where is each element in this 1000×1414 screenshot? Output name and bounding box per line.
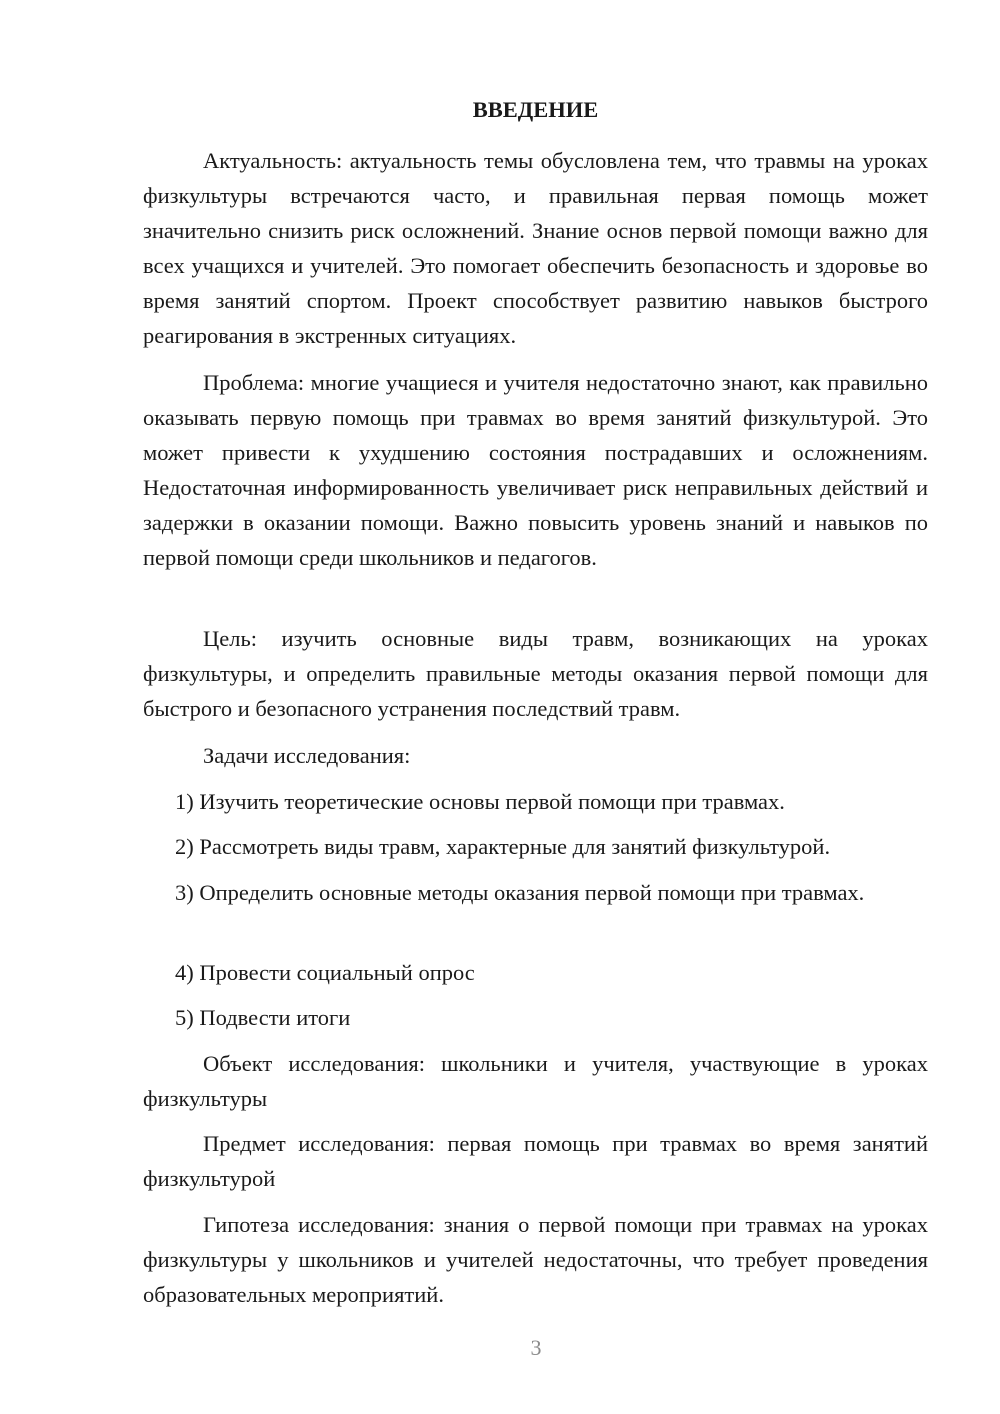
- task-item-1: 1) Изучить теоретические основы первой помощи при травмах.: [175, 789, 785, 814]
- paragraph-problem: Проблема: многие учащиеся и учителя недостаточно знают, как правильно оказывать первую помощь при травмах во время занятий физкультурой. Это может привести к ухудшению состояния пострадавших и осложнениям. Недостаточная информированность увеличивает риск неправильных действий и задержки в оказании помощи. Важно повысить уровень знаний и навыков по первой помощи среди школьников и педагогов.: [143, 370, 928, 570]
- paragraph-object: Объект исследования: школьники и учителя, участвующие в уроках физкультуры: [143, 1051, 928, 1111]
- paragraph-hypothesis: Гипотеза исследования: знания о первой помощи при травмах на уроках физкультуры у школьников и учителей недостаточны, что требует проведения образовательных мероприятий.: [143, 1212, 928, 1307]
- paragraph-subject: Предмет исследования: первая помощь при травмах во время занятий физкультурой: [143, 1131, 928, 1191]
- paragraph-relevance: Актуальность: актуальность темы обусловлена тем, что травмы на уроках физкультуры встречаются часто, и правильная первая помощь может значительно снизить риск осложнений. Знание основ первой помощи важно для всех учащихся и учителей. Это помогает обеспечить безопасность и здоровье во время занятий спортом. Проект способствует развитию навыков быстрого реагирования в экстренных ситуациях.: [143, 148, 928, 348]
- paragraph-tasks-heading: Задачи исследования:: [203, 743, 411, 768]
- page-number: 3: [530, 1335, 542, 1360]
- task-item-5: 5) Подвести итоги: [175, 1005, 351, 1030]
- task-item-4: 4) Провести социальный опрос: [175, 960, 475, 985]
- section-title: ВВЕДЕНИЕ: [472, 97, 599, 122]
- paragraph-goal: Цель: изучить основные виды травм, возникающих на уроках физкультуры, и определить правильные методы оказания первой помощи для быстрого и безопасного устранения последствий травм.: [143, 626, 928, 721]
- task-item-3: 3) Определить основные методы оказания первой помощи при травмах.: [175, 880, 865, 905]
- task-item-2: 2) Рассмотреть виды травм, характерные для занятий физкультурой.: [175, 834, 831, 859]
